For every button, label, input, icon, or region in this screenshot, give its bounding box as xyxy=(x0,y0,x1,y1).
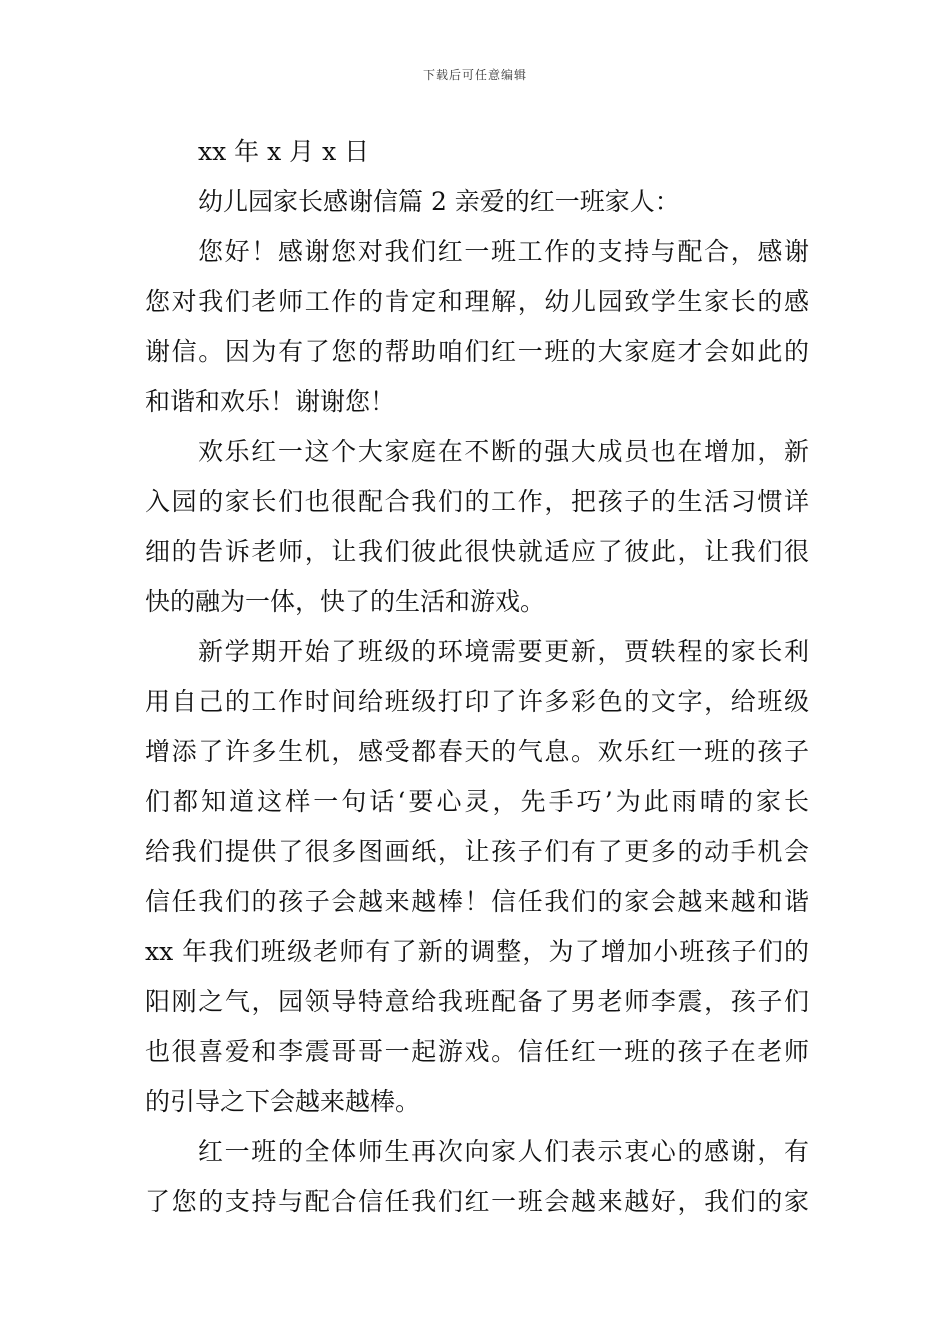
paragraph-3-line: 给我们提供了很多图画纸，让孩子们有了更多的动手机会 xyxy=(145,837,809,866)
paragraph-3-line: 阳刚之气，园领导特意给我班配备了男老师李震，孩子们 xyxy=(145,987,809,1016)
paragraph-3-line: 信任我们的孩子会越来越棒！信任我们的家会越来越和谐 xyxy=(145,887,809,916)
paragraph-3-line: 增添了许多生机，感受都春天的气息。欢乐红一班的孩子 xyxy=(145,737,809,766)
paragraph-1-line: 您好！感谢您对我们红一班工作的支持与配合，感谢 xyxy=(198,237,809,266)
paragraph-2-line: 细的告诉老师，让我们彼此很快就适应了彼此，让我们很 xyxy=(145,537,809,566)
paragraph-1-line: 您对我们老师工作的肯定和理解，幼儿园致学生家长的感 xyxy=(145,287,809,316)
paragraph-3-line: 们都知道这样一句话‘要心灵，先手巧’为此雨晴的家长 xyxy=(145,787,809,816)
paragraph-2-line: 快的融为一体，快了的生活和游戏。 xyxy=(145,587,546,616)
paragraph-3-line: 用自己的工作时间给班级打印了许多彩色的文字，给班级 xyxy=(145,687,809,716)
paragraph-2-line: 欢乐红一这个大家庭在不断的强大成员也在增加，新 xyxy=(198,437,809,466)
paragraph-4-line: 了您的支持与配合信任我们红一班会越来越好，我们的家 xyxy=(145,1187,809,1216)
page-header: 下载后可任意编辑 xyxy=(422,68,527,82)
paragraph-4-line: 红一班的全体师生再次向家人们表示衷心的感谢，有 xyxy=(198,1137,809,1166)
salutation-line: 幼儿园家长感谢信篇 2 亲爱的红一班家人： xyxy=(198,187,680,216)
paragraph-3-line: xx 年我们班级老师有了新的调整，为了增加小班孩子们的 xyxy=(145,937,809,966)
paragraph-1-line: 和谐和欢乐！谢谢您！ xyxy=(145,387,396,416)
letter-body xyxy=(145,127,809,1227)
paragraph-2-line: 入园的家长们也很配合我们的工作，把孩子的生活习惯详 xyxy=(145,487,809,516)
date-line: xx 年 x 月 x 日 xyxy=(198,137,370,166)
paragraph-3-line: 也很喜爱和李震哥哥一起游戏。信任红一班的孩子在老师 xyxy=(145,1037,809,1066)
paragraph-3-line: 新学期开始了班级的环境需要更新，贾轶程的家长利 xyxy=(198,637,809,666)
paragraph-3-line: 的引导之下会越来越棒。 xyxy=(145,1087,421,1116)
paragraph-1-line: 谢信。因为有了您的帮助咱们红一班的大家庭才会如此的 xyxy=(145,337,809,366)
